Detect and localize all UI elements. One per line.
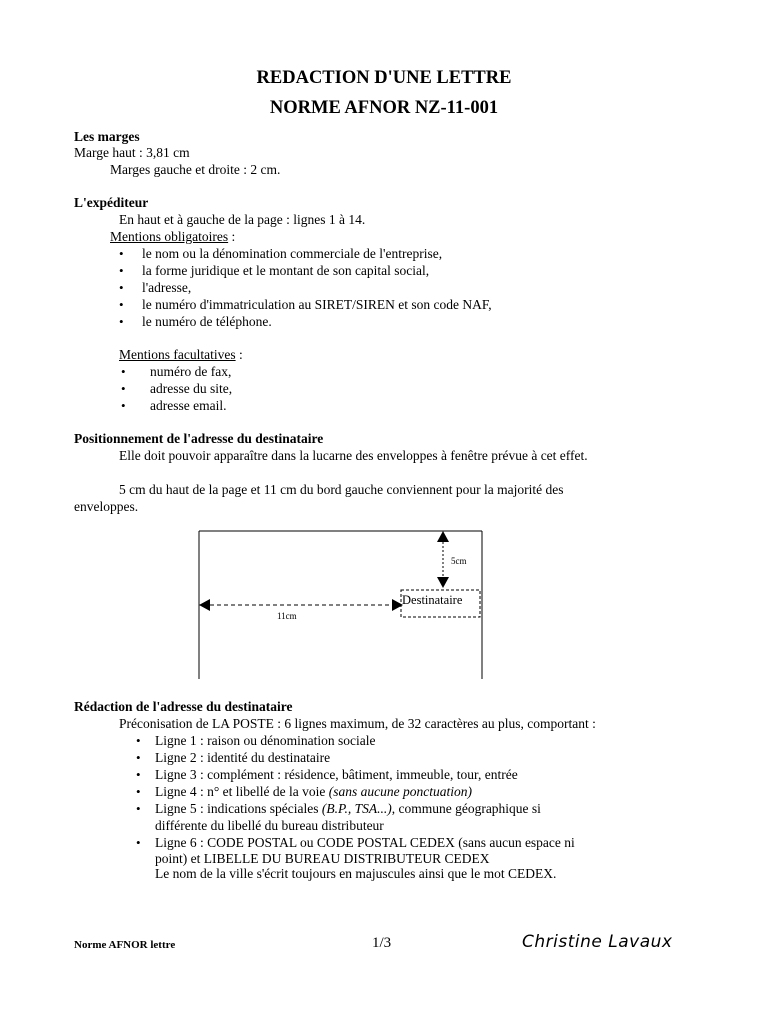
bullet-icon: • xyxy=(121,381,126,396)
section-heading-marges: Les marges xyxy=(74,129,140,144)
bullet-icon: • xyxy=(136,733,141,748)
positionnement-text-1: Elle doit pouvoir apparaître dans la lucarne des enveloppes à fenêtre prévue à cet effet. xyxy=(119,448,588,463)
bullet-icon: • xyxy=(136,784,141,799)
bullet-icon: • xyxy=(119,263,124,278)
bullet-icon: • xyxy=(119,246,124,261)
bullet-icon: • xyxy=(121,398,126,413)
bullet-icon: • xyxy=(119,314,124,329)
expediteur-position-text: En haut et à gauche de la page : lignes 1 à 14. xyxy=(119,212,366,227)
mentions-facultatives-title: Mentions facultatives xyxy=(119,347,236,362)
bullet-icon: • xyxy=(119,297,124,312)
footer-title: Norme AFNOR lettre xyxy=(74,939,176,951)
ligne5-continuation: différente du libellé du bureau distributeur xyxy=(155,818,384,833)
ligne5-italic: (B.P., TSA...) xyxy=(321,801,392,816)
section-heading-positionnement: Positionnement de l'adresse du destinataire xyxy=(74,431,324,446)
ligne6-continuation: point) et LIBELLE DU BUREAU DISTRIBUTEUR CEDEX xyxy=(155,851,490,866)
list-item: adresse email. xyxy=(150,398,227,413)
list-item: le numéro d'immatriculation au SIRET/SIREN et son code NAF, xyxy=(142,297,492,312)
mentions-facultatives-colon: : xyxy=(235,347,243,362)
marge-haut-text: Marge haut : 3,81 cm xyxy=(74,145,190,160)
mentions-obligatoires-colon: : xyxy=(228,229,236,244)
list-item xyxy=(155,801,541,817)
list-item: Ligne 6 : CODE POSTAL ou CODE POSTAL CEDEX (sans aucun espace ni xyxy=(155,835,575,850)
bullet-icon: • xyxy=(136,801,141,816)
ligne5-text: Ligne 5 : indications spéciales xyxy=(155,801,322,816)
list-item: Ligne 2 : identité du destinataire xyxy=(155,750,331,765)
list-item: la forme juridique et le montant de son capital social, xyxy=(142,263,430,278)
horizontal-dimension-arrow xyxy=(199,599,403,611)
list-item: numéro de fax, xyxy=(150,364,232,379)
marges-cotes-text: Marges gauche et droite : 2 cm. xyxy=(110,162,281,177)
document-title-line2: NORME AFNOR NZ-11-001 xyxy=(269,98,499,118)
bullet-icon: • xyxy=(136,767,141,782)
list-item: adresse du site, xyxy=(150,381,233,396)
label-11cm: 11cm xyxy=(277,611,297,621)
bullet-icon: • xyxy=(119,280,124,295)
positionnement-text-3: enveloppes. xyxy=(74,499,139,514)
vertical-dimension-arrow xyxy=(437,531,449,588)
ligne4-text: Ligne 4 : n° et libellé de la voie xyxy=(155,784,329,799)
ligne5-text-end: , commune géographique si xyxy=(391,801,541,816)
bullet-icon: • xyxy=(136,750,141,765)
redaction-intro: Préconisation de LA POSTE : 6 lignes maximum, de 32 caractères au plus, comportant : xyxy=(119,716,596,731)
positionnement-text-2: 5 cm du haut de la page et 11 cm du bord gauche conviennent pour la majorité des xyxy=(119,482,564,497)
bullet-icon: • xyxy=(136,835,141,850)
bullet-icon: • xyxy=(121,364,126,379)
author-signature: Christine Lavaux xyxy=(522,932,673,952)
redaction-note: Le nom de la ville s'écrit toujours en majuscules ainsi que le mot CEDEX. xyxy=(155,866,557,881)
page-number: 1/3 xyxy=(372,935,392,951)
label-5cm: 5cm xyxy=(451,556,467,566)
list-item: Ligne 3 : complément : résidence, bâtiment, immeuble, tour, entrée xyxy=(155,767,518,782)
list-item: Ligne 1 : raison ou dénomination sociale xyxy=(155,733,376,748)
list-item xyxy=(155,784,472,800)
list-item: le numéro de téléphone. xyxy=(142,314,272,329)
document-title-line1: REDACTION D'UNE LETTRE xyxy=(256,68,512,88)
label-destinataire: Destinataire xyxy=(402,593,463,607)
section-heading-redaction: Rédaction de l'adresse du destinataire xyxy=(74,699,293,714)
section-heading-expediteur: L'expéditeur xyxy=(74,195,149,210)
mentions-obligatoires-title: Mentions obligatoires xyxy=(110,229,229,244)
list-item: l'adresse, xyxy=(142,280,192,295)
ligne4-italic: (sans aucune ponctuation) xyxy=(328,784,472,799)
list-item: le nom ou la dénomination commerciale de l'entreprise, xyxy=(142,246,443,261)
